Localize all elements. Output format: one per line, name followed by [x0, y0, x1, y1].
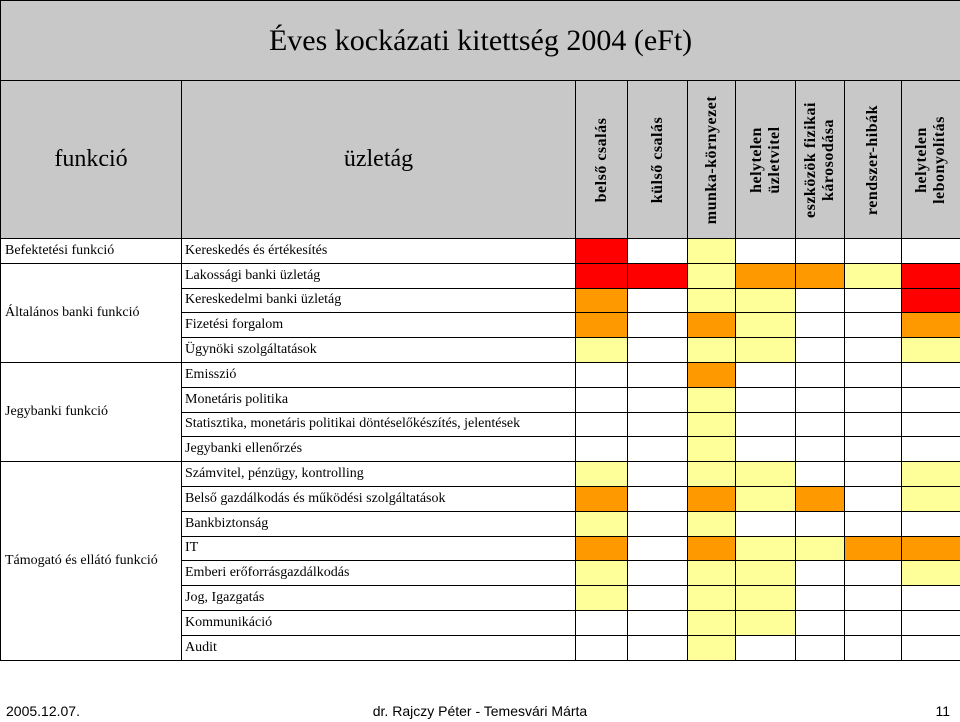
risk-level-cell — [628, 586, 688, 611]
business-line-cell: Kommunikáció — [182, 610, 576, 635]
risk-column-header — [796, 81, 845, 239]
risk-level-cell — [845, 462, 902, 487]
risk-level-cell — [902, 610, 960, 635]
business-line-cell: Belső gazdálkodás és működési szolgáltatások — [182, 486, 576, 511]
risk-level-cell — [628, 412, 688, 437]
risk-level-cell — [845, 412, 902, 437]
risk-level-cell — [736, 586, 796, 611]
risk-level-cell — [736, 263, 796, 288]
risk-level-cell — [736, 338, 796, 363]
business-line-cell: Audit — [182, 635, 576, 660]
risk-level-cell — [845, 486, 902, 511]
function-column-header: funkció — [1, 81, 182, 239]
risk-level-cell — [796, 561, 845, 586]
risk-level-cell — [736, 313, 796, 338]
risk-level-cell — [688, 610, 736, 635]
risk-level-cell — [576, 561, 628, 586]
risk-level-cell — [902, 561, 960, 586]
risk-level-cell — [796, 263, 845, 288]
risk-level-cell — [902, 586, 960, 611]
risk-level-cell — [796, 338, 845, 363]
risk-level-cell — [845, 387, 902, 412]
risk-level-cell — [576, 536, 628, 561]
risk-column-label — [913, 116, 949, 204]
risk-level-cell — [628, 437, 688, 462]
risk-level-cell — [736, 635, 796, 660]
business-line-cell: Bankbiztonság — [182, 511, 576, 536]
function-cell: Befektetési funkció — [1, 239, 182, 264]
risk-column-label — [703, 95, 721, 223]
business-line-cell: Fizetési forgalom — [182, 313, 576, 338]
business-line-cell: Emberi erőforrásgazdálkodás — [182, 561, 576, 586]
risk-column-label-line: helytelen — [913, 126, 931, 193]
risk-column-label — [748, 126, 784, 193]
risk-column-label-line: rendszer-hibák — [864, 104, 881, 215]
risk-level-cell — [688, 511, 736, 536]
risk-level-cell — [576, 338, 628, 363]
risk-column-label-line: eszközök fizikai — [802, 101, 819, 218]
risk-column-label — [802, 102, 838, 218]
risk-column-label — [864, 104, 882, 214]
risk-level-cell — [796, 437, 845, 462]
business-column-header: üzletág — [182, 81, 576, 239]
risk-column-label-line: munka-környezet — [702, 95, 720, 224]
risk-level-cell — [628, 610, 688, 635]
risk-level-cell — [688, 635, 736, 660]
page-title: Éves kockázati kitettség 2004 (eFt) — [1, 1, 960, 81]
risk-column-label — [649, 116, 667, 202]
risk-level-cell — [902, 437, 960, 462]
risk-level-cell — [628, 635, 688, 660]
business-line-cell: Kereskedés és értékesítés — [182, 239, 576, 264]
risk-level-cell — [688, 586, 736, 611]
business-line-cell: Statisztika, monetáris politikai döntéselőkészítés, jelentések — [182, 412, 576, 437]
risk-level-cell — [902, 387, 960, 412]
slide-footer — [0, 700, 960, 722]
risk-level-cell — [902, 511, 960, 536]
risk-level-cell — [796, 486, 845, 511]
risk-level-cell — [576, 610, 628, 635]
risk-level-cell — [845, 511, 902, 536]
risk-level-cell — [736, 462, 796, 487]
risk-column-header — [736, 81, 796, 239]
risk-column-label-line: lebonyolítás — [931, 115, 949, 204]
risk-level-cell — [628, 561, 688, 586]
risk-level-cell — [688, 313, 736, 338]
risk-level-cell — [902, 412, 960, 437]
risk-level-cell — [576, 511, 628, 536]
risk-level-cell — [576, 239, 628, 264]
risk-column-label-line: belső csalás — [592, 117, 610, 202]
risk-level-cell — [688, 536, 736, 561]
risk-level-cell — [902, 462, 960, 487]
risk-level-cell — [576, 462, 628, 487]
function-cell: Jegybanki funkció — [1, 362, 182, 461]
risk-level-cell — [902, 313, 960, 338]
risk-column-header — [576, 81, 628, 239]
risk-level-cell — [628, 288, 688, 313]
risk-level-cell — [628, 362, 688, 387]
risk-level-cell — [902, 486, 960, 511]
footer-author: dr. Rajczy Péter - Temesvári Márta — [372, 703, 588, 719]
risk-level-cell — [796, 462, 845, 487]
risk-level-cell — [902, 239, 960, 264]
risk-level-cell — [845, 586, 902, 611]
risk-level-cell — [796, 288, 845, 313]
risk-level-cell — [688, 486, 736, 511]
function-cell: Támogató és ellátó funkció — [1, 462, 182, 660]
risk-level-cell — [845, 610, 902, 635]
risk-level-cell — [688, 462, 736, 487]
risk-level-cell — [628, 536, 688, 561]
risk-level-cell — [845, 338, 902, 363]
business-line-cell: Kereskedelmi banki üzletág — [182, 288, 576, 313]
table-row — [1, 462, 960, 487]
risk-level-cell — [736, 561, 796, 586]
business-line-cell: Lakossági banki üzletág — [182, 263, 576, 288]
risk-level-cell — [902, 338, 960, 363]
business-line-cell: Jog, Igazgatás — [182, 586, 576, 611]
risk-column-label-line: helytelen — [747, 126, 765, 193]
risk-level-cell — [902, 635, 960, 660]
table-row — [1, 239, 960, 264]
risk-level-cell — [688, 412, 736, 437]
risk-level-cell — [688, 288, 736, 313]
risk-level-cell — [628, 387, 688, 412]
table-row — [1, 362, 960, 387]
risk-level-cell — [576, 586, 628, 611]
risk-level-cell — [796, 536, 845, 561]
risk-level-cell — [736, 288, 796, 313]
risk-level-cell — [796, 511, 845, 536]
business-line-cell: Monetáris politika — [182, 387, 576, 412]
risk-level-cell — [736, 610, 796, 635]
risk-level-cell — [796, 412, 845, 437]
business-line-cell: Jegybanki ellenőrzés — [182, 437, 576, 462]
risk-level-cell — [845, 239, 902, 264]
risk-level-cell — [902, 263, 960, 288]
risk-level-cell — [688, 263, 736, 288]
risk-level-cell — [576, 313, 628, 338]
risk-level-cell — [688, 437, 736, 462]
footer-page-number: 11 — [935, 703, 950, 719]
risk-level-cell — [576, 263, 628, 288]
risk-level-cell — [902, 362, 960, 387]
risk-level-cell — [628, 239, 688, 264]
risk-level-cell — [796, 586, 845, 611]
risk-level-cell — [576, 362, 628, 387]
risk-level-cell — [628, 511, 688, 536]
risk-column-label — [593, 117, 611, 202]
risk-column-label-line: üzletvitel — [765, 125, 783, 194]
risk-level-cell — [845, 288, 902, 313]
risk-level-cell — [845, 561, 902, 586]
risk-level-cell — [796, 610, 845, 635]
risk-level-cell — [845, 313, 902, 338]
risk-level-cell — [796, 387, 845, 412]
risk-level-cell — [736, 387, 796, 412]
risk-column-header — [628, 81, 688, 239]
risk-level-cell — [576, 412, 628, 437]
risk-column-header — [845, 81, 902, 239]
risk-level-cell — [902, 288, 960, 313]
risk-level-cell — [845, 536, 902, 561]
risk-column-header — [688, 81, 736, 239]
risk-column-header — [902, 81, 960, 239]
footer-date: 2005.12.07. — [6, 703, 80, 719]
risk-column-label-line: károsodása — [820, 118, 837, 201]
risk-column-label-line: külső csalás — [648, 116, 666, 203]
risk-level-cell — [796, 362, 845, 387]
business-line-cell: IT — [182, 536, 576, 561]
risk-level-cell — [736, 437, 796, 462]
risk-level-cell — [796, 635, 845, 660]
table-row — [1, 263, 960, 288]
risk-level-cell — [688, 561, 736, 586]
risk-level-cell — [688, 387, 736, 412]
risk-level-cell — [688, 338, 736, 363]
business-line-cell: Ügynöki szolgáltatások — [182, 338, 576, 363]
risk-level-cell — [845, 263, 902, 288]
risk-level-cell — [902, 536, 960, 561]
risk-level-cell — [628, 338, 688, 363]
risk-level-cell — [576, 635, 628, 660]
risk-level-cell — [736, 511, 796, 536]
risk-level-cell — [628, 263, 688, 288]
risk-level-cell — [845, 437, 902, 462]
risk-level-cell — [576, 387, 628, 412]
risk-level-cell — [736, 486, 796, 511]
risk-level-cell — [628, 486, 688, 511]
function-cell: Általános banki funkció — [1, 263, 182, 362]
risk-level-cell — [736, 239, 796, 264]
risk-level-cell — [736, 536, 796, 561]
risk-level-cell — [628, 462, 688, 487]
risk-level-cell — [845, 362, 902, 387]
risk-level-cell — [576, 437, 628, 462]
risk-level-cell — [736, 362, 796, 387]
risk-level-cell — [688, 362, 736, 387]
business-line-cell: Számvitel, pénzügy, kontrolling — [182, 462, 576, 487]
risk-level-cell — [628, 313, 688, 338]
risk-level-cell — [736, 412, 796, 437]
risk-level-cell — [796, 239, 845, 264]
risk-level-cell — [796, 313, 845, 338]
risk-level-cell — [845, 635, 902, 660]
business-line-cell: Emisszió — [182, 362, 576, 387]
risk-level-cell — [688, 239, 736, 264]
risk-level-cell — [576, 288, 628, 313]
risk-level-cell — [576, 486, 628, 511]
